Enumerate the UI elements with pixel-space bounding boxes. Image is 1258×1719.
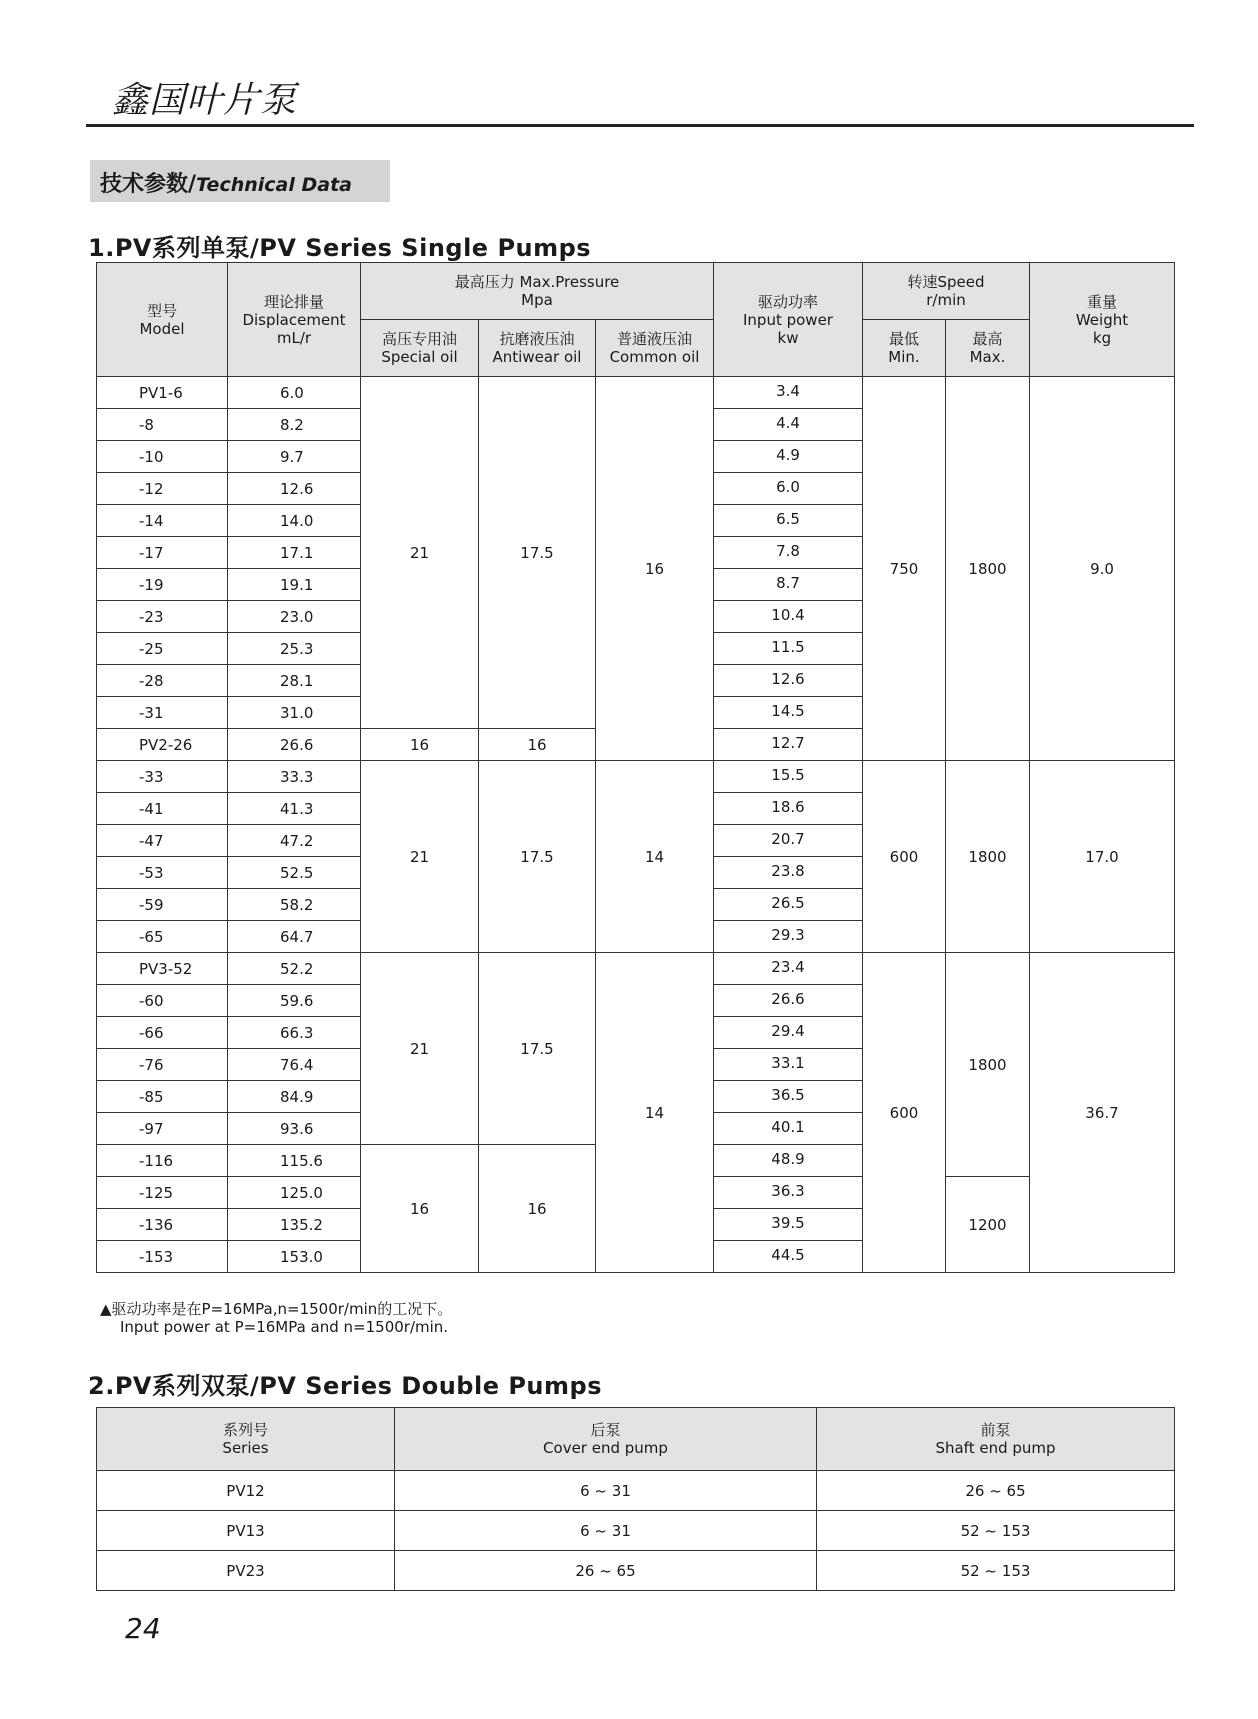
displacement-cell: 41.3 <box>228 793 361 825</box>
input-power-cell: 33.1 <box>714 1049 863 1081</box>
displacement-cell: 66.3 <box>228 1017 361 1049</box>
model-cell: -85 <box>97 1081 228 1113</box>
cover-cell: 6 ~ 31 <box>395 1471 817 1511</box>
input-power-cell: 29.4 <box>714 1017 863 1049</box>
input-power-cell: 20.7 <box>714 825 863 857</box>
displacement-cell: 84.9 <box>228 1081 361 1113</box>
special-pressure-cell: 16 <box>361 1145 479 1273</box>
model-cell: -25 <box>97 633 228 665</box>
table-row <box>97 1551 1175 1591</box>
input-power-cell: 40.1 <box>714 1113 863 1145</box>
badge-en: Technical Data <box>196 174 352 196</box>
input-power-cell: 14.5 <box>714 697 863 729</box>
speed-min-cell: 750 <box>863 377 946 761</box>
header-input-power: 驱动功率 Input power kw <box>714 263 863 377</box>
header-special-oil: 高压专用油 Special oil <box>361 320 479 377</box>
common-pressure-cell: 14 <box>596 761 714 953</box>
model-cell: -19 <box>97 569 228 601</box>
brand-title: 鑫国叶片泵 <box>112 80 298 121</box>
model-cell: -65 <box>97 921 228 953</box>
series-cell: PV13 <box>97 1511 395 1551</box>
note-en: Input power at P=16MPa and n=1500r/min. <box>120 1318 449 1336</box>
common-pressure-cell: 14 <box>596 953 714 1273</box>
header-model: 型号 Model <box>97 263 228 377</box>
model-cell: -125 <box>97 1177 228 1209</box>
section2-title: 2.PV系列双泵/PV Series Double Pumps <box>88 1372 602 1400</box>
model-cell: -28 <box>97 665 228 697</box>
displacement-cell: 25.3 <box>228 633 361 665</box>
input-power-cell: 23.4 <box>714 953 863 985</box>
shaft-cell: 52 ~ 153 <box>817 1551 1175 1591</box>
input-power-cell: 26.5 <box>714 889 863 921</box>
input-power-cell: 36.3 <box>714 1177 863 1209</box>
input-power-cell: 11.5 <box>714 633 863 665</box>
model-cell: -14 <box>97 505 228 537</box>
model-cell: -60 <box>97 985 228 1017</box>
displacement-cell: 12.6 <box>228 473 361 505</box>
series-cell: PV12 <box>97 1471 395 1511</box>
model-cell: -41 <box>97 793 228 825</box>
input-power-cell: 12.6 <box>714 665 863 697</box>
displacement-cell: 8.2 <box>228 409 361 441</box>
displacement-cell: 153.0 <box>228 1241 361 1273</box>
model-cell: PV1-6 <box>97 377 228 409</box>
input-power-cell: 48.9 <box>714 1145 863 1177</box>
header-speed: 转速Speed r/min <box>863 263 1030 320</box>
model-cell: -116 <box>97 1145 228 1177</box>
model-cell: -97 <box>97 1113 228 1145</box>
displacement-cell: 52.2 <box>228 953 361 985</box>
model-cell: -23 <box>97 601 228 633</box>
double-pumps-table <box>96 1407 1175 1591</box>
displacement-cell: 26.6 <box>228 729 361 761</box>
header-series: 系列号 Series <box>97 1408 395 1471</box>
note-cn: ▲驱动功率是在P=16MPa,n=1500r/min的工况下。 <box>100 1300 453 1318</box>
model-cell: -53 <box>97 857 228 889</box>
displacement-cell: 23.0 <box>228 601 361 633</box>
model-cell: -47 <box>97 825 228 857</box>
antiwear-pressure-cell: 16 <box>479 1145 596 1273</box>
table-row <box>97 761 1175 793</box>
section1-title: 1.PV系列单泵/PV Series Single Pumps <box>88 234 592 262</box>
antiwear-pressure-cell: 17.5 <box>479 377 596 729</box>
displacement-cell: 125.0 <box>228 1177 361 1209</box>
input-power-cell: 8.7 <box>714 569 863 601</box>
displacement-cell: 19.1 <box>228 569 361 601</box>
displacement-cell: 9.7 <box>228 441 361 473</box>
speed-min-cell: 600 <box>863 953 946 1273</box>
input-power-cell: 26.6 <box>714 985 863 1017</box>
speed-max-cell: 1200 <box>946 1177 1030 1273</box>
input-power-cell: 23.8 <box>714 857 863 889</box>
antiwear-pressure-cell: 17.5 <box>479 761 596 953</box>
model-cell: -66 <box>97 1017 228 1049</box>
model-cell: PV2-26 <box>97 729 228 761</box>
page-number: 24 <box>125 1612 161 1645</box>
special-pressure-cell: 21 <box>361 761 479 953</box>
badge-cn: 技术参数/ <box>100 172 197 197</box>
series-cell: PV23 <box>97 1551 395 1591</box>
input-power-cell: 15.5 <box>714 761 863 793</box>
header-speed-max: 最高 Max. <box>946 320 1030 377</box>
special-pressure-cell: 21 <box>361 953 479 1145</box>
displacement-cell: 6.0 <box>228 377 361 409</box>
input-power-cell: 3.4 <box>714 377 863 409</box>
header-common-oil: 普通液压油 Common oil <box>596 320 714 377</box>
input-power-cell: 4.9 <box>714 441 863 473</box>
model-cell: -10 <box>97 441 228 473</box>
input-power-cell: 36.5 <box>714 1081 863 1113</box>
header-cover-end-pump: 后泵 Cover end pump <box>395 1408 817 1471</box>
header-rule <box>86 124 1194 127</box>
antiwear-pressure-cell: 16 <box>479 729 596 761</box>
antiwear-pressure-cell: 17.5 <box>479 953 596 1145</box>
displacement-cell: 28.1 <box>228 665 361 697</box>
single-pumps-table <box>96 262 1175 1273</box>
technical-data-badge <box>90 160 390 202</box>
input-power-cell: 29.3 <box>714 921 863 953</box>
displacement-cell: 115.6 <box>228 1145 361 1177</box>
model-cell: -136 <box>97 1209 228 1241</box>
header-weight: 重量 Weight kg <box>1030 263 1175 377</box>
header-max-pressure: 最高压力 Max.Pressure Mpa <box>361 263 714 320</box>
displacement-cell: 58.2 <box>228 889 361 921</box>
input-power-cell: 10.4 <box>714 601 863 633</box>
speed-max-cell: 1800 <box>946 953 1030 1177</box>
cover-cell: 26 ~ 65 <box>395 1551 817 1591</box>
displacement-cell: 33.3 <box>228 761 361 793</box>
displacement-cell: 31.0 <box>228 697 361 729</box>
header-displacement: 理论排量 Displacement mL/r <box>228 263 361 377</box>
input-power-cell: 39.5 <box>714 1209 863 1241</box>
weight-cell: 17.0 <box>1030 761 1175 953</box>
input-power-cell: 4.4 <box>714 409 863 441</box>
displacement-cell: 14.0 <box>228 505 361 537</box>
input-power-note <box>100 1300 452 1336</box>
input-power-cell: 18.6 <box>714 793 863 825</box>
input-power-cell: 6.0 <box>714 473 863 505</box>
displacement-cell: 93.6 <box>228 1113 361 1145</box>
cover-cell: 6 ~ 31 <box>395 1511 817 1551</box>
displacement-cell: 47.2 <box>228 825 361 857</box>
input-power-cell: 12.7 <box>714 729 863 761</box>
shaft-cell: 26 ~ 65 <box>817 1471 1175 1511</box>
special-pressure-cell: 16 <box>361 729 479 761</box>
model-cell: -17 <box>97 537 228 569</box>
weight-cell: 36.7 <box>1030 953 1175 1273</box>
table-row <box>97 1471 1175 1511</box>
table-row <box>97 1511 1175 1551</box>
model-cell: -33 <box>97 761 228 793</box>
speed-max-cell: 1800 <box>946 761 1030 953</box>
model-cell: -12 <box>97 473 228 505</box>
displacement-cell: 59.6 <box>228 985 361 1017</box>
special-pressure-cell: 21 <box>361 377 479 729</box>
table-row <box>97 953 1175 985</box>
model-cell: -8 <box>97 409 228 441</box>
header-shaft-end-pump: 前泵 Shaft end pump <box>817 1408 1175 1471</box>
displacement-cell: 17.1 <box>228 537 361 569</box>
speed-min-cell: 600 <box>863 761 946 953</box>
input-power-cell: 7.8 <box>714 537 863 569</box>
model-cell: PV3-52 <box>97 953 228 985</box>
header-speed-min: 最低 Min. <box>863 320 946 377</box>
displacement-cell: 52.5 <box>228 857 361 889</box>
displacement-cell: 135.2 <box>228 1209 361 1241</box>
displacement-cell: 64.7 <box>228 921 361 953</box>
speed-max-cell: 1800 <box>946 377 1030 761</box>
weight-cell: 9.0 <box>1030 377 1175 761</box>
model-cell: -153 <box>97 1241 228 1273</box>
model-cell: -31 <box>97 697 228 729</box>
input-power-cell: 44.5 <box>714 1241 863 1273</box>
input-power-cell: 6.5 <box>714 505 863 537</box>
model-cell: -59 <box>97 889 228 921</box>
table-row <box>97 377 1175 409</box>
common-pressure-cell: 16 <box>596 377 714 761</box>
shaft-cell: 52 ~ 153 <box>817 1511 1175 1551</box>
model-cell: -76 <box>97 1049 228 1081</box>
header-antiwear-oil: 抗磨液压油 Antiwear oil <box>479 320 596 377</box>
displacement-cell: 76.4 <box>228 1049 361 1081</box>
